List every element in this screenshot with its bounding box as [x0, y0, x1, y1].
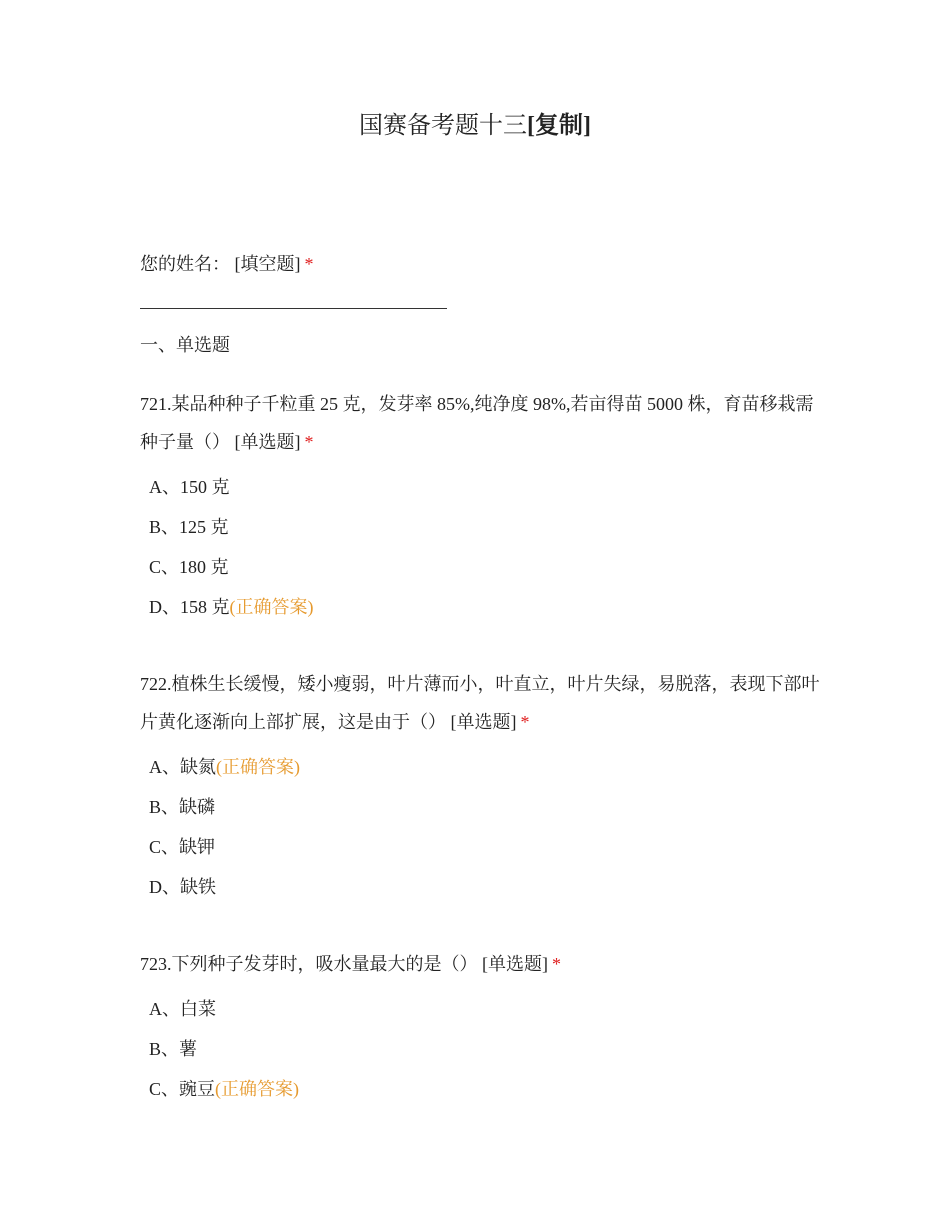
- name-question-label: 您的姓名：: [140, 254, 230, 274]
- name-answer-blank[interactable]: [140, 308, 447, 309]
- option-text: C、缺钾: [149, 837, 216, 857]
- question-text: 723.下列种子发芽时，吸水量最大的是（）: [140, 954, 478, 974]
- option-d[interactable]: [149, 867, 829, 907]
- option-d[interactable]: [149, 587, 829, 627]
- option-c[interactable]: [149, 827, 829, 867]
- question-type-tag: [单选题]: [482, 954, 548, 974]
- required-mark: *: [304, 254, 314, 274]
- question-723-options: [149, 989, 829, 1109]
- option-text: D、缺铁: [149, 877, 216, 897]
- option-text: B、薯: [149, 1039, 198, 1059]
- question-type-tag: [单选题]: [450, 712, 517, 732]
- required-mark: *: [520, 712, 530, 732]
- option-b[interactable]: [149, 787, 829, 827]
- option-text: A、缺氮: [149, 757, 216, 777]
- required-mark: *: [552, 954, 561, 974]
- correct-answer-label: (正确答案): [215, 1079, 300, 1099]
- question-type-tag: [单选题]: [234, 432, 301, 452]
- survey-title: [0, 110, 950, 142]
- option-text: A、白菜: [149, 999, 216, 1019]
- name-question: [140, 250, 820, 278]
- option-c[interactable]: [149, 1069, 829, 1109]
- survey-title-text: 国赛备考题十三: [359, 113, 527, 139]
- option-a[interactable]: [149, 989, 829, 1029]
- question-722-options: [149, 747, 829, 907]
- option-text: B、125 克: [149, 517, 229, 537]
- section-heading: 一、单选题: [140, 335, 230, 355]
- question-721-options: [149, 467, 829, 627]
- option-text: C、豌豆: [149, 1079, 216, 1099]
- survey-title-copy-tag: [复制]: [527, 113, 591, 139]
- question-text: 721.某品种种子千粒重 25 克，发芽率 85%,纯净度 98%,若亩得苗 5000 株，育苗移栽需种子量（）: [140, 394, 814, 452]
- correct-answer-label: (正确答案): [216, 757, 300, 777]
- option-text: D、158 克: [149, 597, 230, 617]
- option-a[interactable]: [149, 467, 829, 507]
- option-c[interactable]: [149, 547, 829, 587]
- question-721: [140, 385, 820, 461]
- question-722: [140, 665, 820, 741]
- question-text: 722.植株生长缓慢，矮小瘦弱，叶片薄而小，叶直立，叶片失绿，易脱落，表现下部叶片黄化逐渐向上部扩展，这是由于（）: [140, 674, 820, 732]
- option-text: C、180 克: [149, 557, 229, 577]
- question-723: [140, 945, 820, 983]
- option-text: A、150 克: [149, 477, 230, 497]
- correct-answer-label: (正确答案): [229, 597, 314, 617]
- option-b[interactable]: [149, 1029, 829, 1069]
- option-text: B、缺磷: [149, 797, 216, 817]
- option-b[interactable]: [149, 507, 829, 547]
- option-a[interactable]: [149, 747, 829, 787]
- name-question-type-tag: [填空题]: [234, 254, 301, 274]
- required-mark: *: [304, 432, 314, 452]
